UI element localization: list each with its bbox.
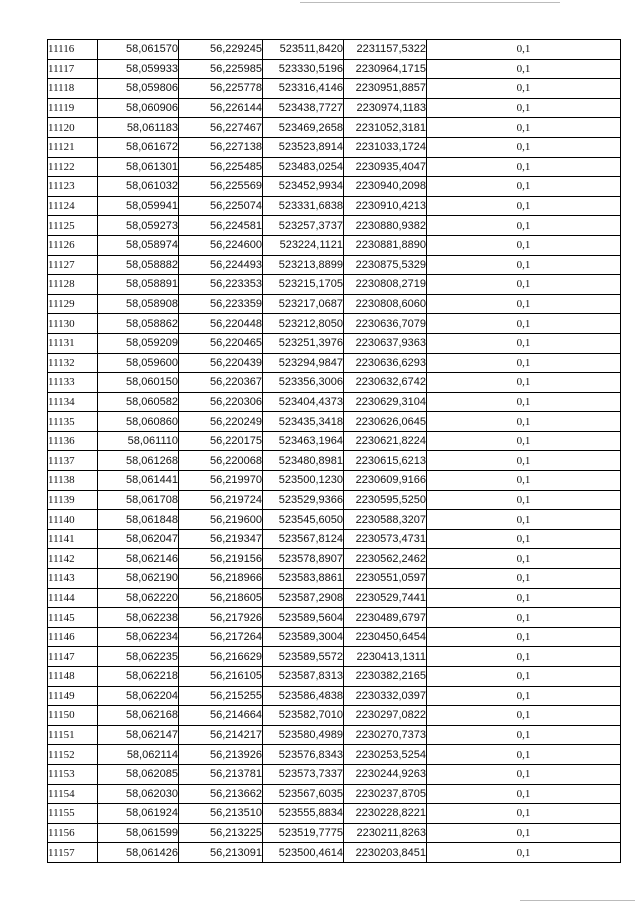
latitude-cell: 58,062220 bbox=[98, 588, 179, 608]
x-coordinate-cell: 523567,6035 bbox=[263, 784, 344, 804]
y-coordinate-cell: 2230562,2462 bbox=[344, 549, 427, 569]
longitude-cell: 56,219724 bbox=[179, 490, 263, 510]
latitude-cell: 58,058882 bbox=[98, 255, 179, 275]
longitude-cell: 56,219600 bbox=[179, 510, 263, 530]
latitude-cell: 58,061426 bbox=[98, 843, 179, 863]
x-coordinate-cell: 523576,8343 bbox=[263, 745, 344, 765]
table-row bbox=[48, 157, 621, 177]
latitude-cell: 58,062030 bbox=[98, 784, 179, 804]
y-coordinate-cell: 2230951,8857 bbox=[344, 79, 427, 99]
accuracy-cell: 0,1 bbox=[427, 59, 621, 79]
latitude-cell: 58,058891 bbox=[98, 275, 179, 295]
longitude-cell: 56,214217 bbox=[179, 725, 263, 745]
x-coordinate-cell: 523586,4838 bbox=[263, 686, 344, 706]
latitude-cell: 58,061183 bbox=[98, 118, 179, 138]
longitude-cell: 56,219156 bbox=[179, 549, 263, 569]
point-number-cell: 11149 bbox=[48, 686, 98, 706]
latitude-cell: 58,061441 bbox=[98, 471, 179, 491]
point-number-cell: 11119 bbox=[48, 98, 98, 118]
latitude-cell: 58,061268 bbox=[98, 451, 179, 471]
table-row bbox=[48, 843, 621, 863]
accuracy-cell: 0,1 bbox=[427, 216, 621, 236]
point-number-cell: 11117 bbox=[48, 59, 98, 79]
y-coordinate-cell: 2230551,0597 bbox=[344, 569, 427, 589]
y-coordinate-cell: 2230573,4731 bbox=[344, 529, 427, 549]
y-coordinate-cell: 2230489,6797 bbox=[344, 608, 427, 628]
point-number-cell: 11138 bbox=[48, 471, 98, 491]
longitude-cell: 56,227467 bbox=[179, 118, 263, 138]
accuracy-cell: 0,1 bbox=[427, 823, 621, 843]
longitude-cell: 56,219347 bbox=[179, 529, 263, 549]
table-row bbox=[48, 235, 621, 255]
y-coordinate-cell: 2230875,5329 bbox=[344, 255, 427, 275]
y-coordinate-cell: 2230880,9382 bbox=[344, 216, 427, 236]
latitude-cell: 58,059933 bbox=[98, 59, 179, 79]
y-coordinate-cell: 2230637,9363 bbox=[344, 333, 427, 353]
accuracy-cell: 0,1 bbox=[427, 98, 621, 118]
y-coordinate-cell: 2230881,8890 bbox=[344, 235, 427, 255]
table-row bbox=[48, 549, 621, 569]
latitude-cell: 58,062085 bbox=[98, 764, 179, 784]
longitude-cell: 56,220068 bbox=[179, 451, 263, 471]
point-number-cell: 11157 bbox=[48, 843, 98, 863]
point-number-cell: 11154 bbox=[48, 784, 98, 804]
table-row bbox=[48, 745, 621, 765]
table-row bbox=[48, 216, 621, 236]
longitude-cell: 56,216629 bbox=[179, 647, 263, 667]
longitude-cell: 56,225074 bbox=[179, 196, 263, 216]
table-row bbox=[48, 471, 621, 491]
accuracy-cell: 0,1 bbox=[427, 118, 621, 138]
point-number-cell: 11139 bbox=[48, 490, 98, 510]
accuracy-cell: 0,1 bbox=[427, 843, 621, 863]
point-number-cell: 11125 bbox=[48, 216, 98, 236]
x-coordinate-cell: 523545,6050 bbox=[263, 510, 344, 530]
latitude-cell: 58,061924 bbox=[98, 804, 179, 824]
longitude-cell: 56,224600 bbox=[179, 235, 263, 255]
y-coordinate-cell: 2230228,8221 bbox=[344, 804, 427, 824]
x-coordinate-cell: 523587,2908 bbox=[263, 588, 344, 608]
point-number-cell: 11128 bbox=[48, 275, 98, 295]
y-coordinate-cell: 2230595,5250 bbox=[344, 490, 427, 510]
latitude-cell: 58,059600 bbox=[98, 353, 179, 373]
point-number-cell: 11136 bbox=[48, 431, 98, 451]
point-number-cell: 11123 bbox=[48, 177, 98, 197]
point-number-cell: 11130 bbox=[48, 314, 98, 334]
latitude-cell: 58,062114 bbox=[98, 745, 179, 765]
longitude-cell: 56,220439 bbox=[179, 353, 263, 373]
latitude-cell: 58,060860 bbox=[98, 412, 179, 432]
point-number-cell: 11152 bbox=[48, 745, 98, 765]
coordinates-table-body bbox=[48, 40, 621, 863]
point-number-cell: 11145 bbox=[48, 608, 98, 628]
longitude-cell: 56,220175 bbox=[179, 431, 263, 451]
table-row bbox=[48, 137, 621, 157]
y-coordinate-cell: 2230629,3104 bbox=[344, 392, 427, 412]
point-number-cell: 11131 bbox=[48, 333, 98, 353]
table-row bbox=[48, 177, 621, 197]
point-number-cell: 11141 bbox=[48, 529, 98, 549]
latitude-cell: 58,061599 bbox=[98, 823, 179, 843]
accuracy-cell: 0,1 bbox=[427, 412, 621, 432]
accuracy-cell: 0,1 bbox=[427, 549, 621, 569]
accuracy-cell: 0,1 bbox=[427, 294, 621, 314]
table-row bbox=[48, 490, 621, 510]
latitude-cell: 58,060582 bbox=[98, 392, 179, 412]
point-number-cell: 11140 bbox=[48, 510, 98, 530]
table-row bbox=[48, 392, 621, 412]
table-row bbox=[48, 373, 621, 393]
latitude-cell: 58,062204 bbox=[98, 686, 179, 706]
y-coordinate-cell: 2230632,6742 bbox=[344, 373, 427, 393]
latitude-cell: 58,061301 bbox=[98, 157, 179, 177]
x-coordinate-cell: 523224,1121 bbox=[263, 235, 344, 255]
longitude-cell: 56,213662 bbox=[179, 784, 263, 804]
table-row bbox=[48, 294, 621, 314]
x-coordinate-cell: 523480,8981 bbox=[263, 451, 344, 471]
bottom-scan-line bbox=[520, 900, 635, 901]
y-coordinate-cell: 2230244,9263 bbox=[344, 764, 427, 784]
table-row bbox=[48, 353, 621, 373]
accuracy-cell: 0,1 bbox=[427, 314, 621, 334]
table-row bbox=[48, 412, 621, 432]
longitude-cell: 56,213091 bbox=[179, 843, 263, 863]
table-row bbox=[48, 725, 621, 745]
x-coordinate-cell: 523316,4146 bbox=[263, 79, 344, 99]
accuracy-cell: 0,1 bbox=[427, 569, 621, 589]
y-coordinate-cell: 2231052,3181 bbox=[344, 118, 427, 138]
x-coordinate-cell: 523589,5604 bbox=[263, 608, 344, 628]
accuracy-cell: 0,1 bbox=[427, 588, 621, 608]
table-row bbox=[48, 431, 621, 451]
coordinates-table bbox=[47, 39, 621, 863]
y-coordinate-cell: 2230940,2098 bbox=[344, 177, 427, 197]
latitude-cell: 58,061570 bbox=[98, 40, 179, 60]
latitude-cell: 58,058974 bbox=[98, 235, 179, 255]
latitude-cell: 58,061848 bbox=[98, 510, 179, 530]
table-row bbox=[48, 647, 621, 667]
point-number-cell: 11126 bbox=[48, 235, 98, 255]
table-row bbox=[48, 569, 621, 589]
accuracy-cell: 0,1 bbox=[427, 196, 621, 216]
accuracy-cell: 0,1 bbox=[427, 686, 621, 706]
y-coordinate-cell: 2230237,8705 bbox=[344, 784, 427, 804]
x-coordinate-cell: 523500,1230 bbox=[263, 471, 344, 491]
point-number-cell: 11156 bbox=[48, 823, 98, 843]
point-number-cell: 11150 bbox=[48, 706, 98, 726]
longitude-cell: 56,225485 bbox=[179, 157, 263, 177]
table-row bbox=[48, 529, 621, 549]
longitude-cell: 56,225985 bbox=[179, 59, 263, 79]
y-coordinate-cell: 2230413,1311 bbox=[344, 647, 427, 667]
latitude-cell: 58,061032 bbox=[98, 177, 179, 197]
y-coordinate-cell: 2230270,7373 bbox=[344, 725, 427, 745]
accuracy-cell: 0,1 bbox=[427, 177, 621, 197]
x-coordinate-cell: 523330,5196 bbox=[263, 59, 344, 79]
longitude-cell: 56,225778 bbox=[179, 79, 263, 99]
point-number-cell: 11142 bbox=[48, 549, 98, 569]
x-coordinate-cell: 523452,9934 bbox=[263, 177, 344, 197]
longitude-cell: 56,225569 bbox=[179, 177, 263, 197]
y-coordinate-cell: 2230609,9166 bbox=[344, 471, 427, 491]
x-coordinate-cell: 523331,6838 bbox=[263, 196, 344, 216]
point-number-cell: 11135 bbox=[48, 412, 98, 432]
point-number-cell: 11148 bbox=[48, 667, 98, 687]
longitude-cell: 56,213926 bbox=[179, 745, 263, 765]
x-coordinate-cell: 523251,3976 bbox=[263, 333, 344, 353]
accuracy-cell: 0,1 bbox=[427, 510, 621, 530]
latitude-cell: 58,062218 bbox=[98, 667, 179, 687]
accuracy-cell: 0,1 bbox=[427, 529, 621, 549]
point-number-cell: 11147 bbox=[48, 647, 98, 667]
latitude-cell: 58,062235 bbox=[98, 647, 179, 667]
accuracy-cell: 0,1 bbox=[427, 647, 621, 667]
accuracy-cell: 0,1 bbox=[427, 725, 621, 745]
accuracy-cell: 0,1 bbox=[427, 392, 621, 412]
x-coordinate-cell: 523567,8124 bbox=[263, 529, 344, 549]
table-row bbox=[48, 608, 621, 628]
latitude-cell: 58,059209 bbox=[98, 333, 179, 353]
point-number-cell: 11118 bbox=[48, 79, 98, 99]
longitude-cell: 56,217264 bbox=[179, 627, 263, 647]
y-coordinate-cell: 2230211,8263 bbox=[344, 823, 427, 843]
point-number-cell: 11134 bbox=[48, 392, 98, 412]
longitude-cell: 56,216105 bbox=[179, 667, 263, 687]
point-number-cell: 11155 bbox=[48, 804, 98, 824]
latitude-cell: 58,060150 bbox=[98, 373, 179, 393]
longitude-cell: 56,226144 bbox=[179, 98, 263, 118]
table-row bbox=[48, 40, 621, 60]
latitude-cell: 58,062238 bbox=[98, 608, 179, 628]
table-row bbox=[48, 275, 621, 295]
x-coordinate-cell: 523573,7337 bbox=[263, 764, 344, 784]
y-coordinate-cell: 2230332,0397 bbox=[344, 686, 427, 706]
table-row bbox=[48, 98, 621, 118]
accuracy-cell: 0,1 bbox=[427, 157, 621, 177]
point-number-cell: 11146 bbox=[48, 627, 98, 647]
latitude-cell: 58,061110 bbox=[98, 431, 179, 451]
accuracy-cell: 0,1 bbox=[427, 667, 621, 687]
longitude-cell: 56,218966 bbox=[179, 569, 263, 589]
accuracy-cell: 0,1 bbox=[427, 373, 621, 393]
point-number-cell: 11151 bbox=[48, 725, 98, 745]
x-coordinate-cell: 523500,4614 bbox=[263, 843, 344, 863]
point-number-cell: 11153 bbox=[48, 764, 98, 784]
x-coordinate-cell: 523580,4989 bbox=[263, 725, 344, 745]
table-row bbox=[48, 823, 621, 843]
x-coordinate-cell: 523583,8861 bbox=[263, 569, 344, 589]
x-coordinate-cell: 523213,8899 bbox=[263, 255, 344, 275]
accuracy-cell: 0,1 bbox=[427, 333, 621, 353]
point-number-cell: 11129 bbox=[48, 294, 98, 314]
accuracy-cell: 0,1 bbox=[427, 490, 621, 510]
accuracy-cell: 0,1 bbox=[427, 627, 621, 647]
accuracy-cell: 0,1 bbox=[427, 804, 621, 824]
accuracy-cell: 0,1 bbox=[427, 40, 621, 60]
y-coordinate-cell: 2231033,1724 bbox=[344, 137, 427, 157]
accuracy-cell: 0,1 bbox=[427, 275, 621, 295]
y-coordinate-cell: 2230636,7079 bbox=[344, 314, 427, 334]
longitude-cell: 56,213781 bbox=[179, 764, 263, 784]
latitude-cell: 58,062190 bbox=[98, 569, 179, 589]
y-coordinate-cell: 2230297,0822 bbox=[344, 706, 427, 726]
y-coordinate-cell: 2230450,6454 bbox=[344, 627, 427, 647]
point-number-cell: 11137 bbox=[48, 451, 98, 471]
longitude-cell: 56,220367 bbox=[179, 373, 263, 393]
x-coordinate-cell: 523294,9847 bbox=[263, 353, 344, 373]
longitude-cell: 56,220448 bbox=[179, 314, 263, 334]
table-row bbox=[48, 510, 621, 530]
x-coordinate-cell: 523463,1964 bbox=[263, 431, 344, 451]
accuracy-cell: 0,1 bbox=[427, 137, 621, 157]
longitude-cell: 56,213225 bbox=[179, 823, 263, 843]
x-coordinate-cell: 523483,0254 bbox=[263, 157, 344, 177]
latitude-cell: 58,060906 bbox=[98, 98, 179, 118]
accuracy-cell: 0,1 bbox=[427, 745, 621, 765]
y-coordinate-cell: 2230621,8224 bbox=[344, 431, 427, 451]
x-coordinate-cell: 523519,7775 bbox=[263, 823, 344, 843]
point-number-cell: 11120 bbox=[48, 118, 98, 138]
accuracy-cell: 0,1 bbox=[427, 471, 621, 491]
x-coordinate-cell: 523511,8420 bbox=[263, 40, 344, 60]
longitude-cell: 56,220249 bbox=[179, 412, 263, 432]
table-row bbox=[48, 804, 621, 824]
accuracy-cell: 0,1 bbox=[427, 255, 621, 275]
x-coordinate-cell: 523589,3004 bbox=[263, 627, 344, 647]
y-coordinate-cell: 2230636,6293 bbox=[344, 353, 427, 373]
x-coordinate-cell: 523438,7727 bbox=[263, 98, 344, 118]
accuracy-cell: 0,1 bbox=[427, 79, 621, 99]
y-coordinate-cell: 2230253,5254 bbox=[344, 745, 427, 765]
latitude-cell: 58,062146 bbox=[98, 549, 179, 569]
longitude-cell: 56,218605 bbox=[179, 588, 263, 608]
y-coordinate-cell: 2230615,6213 bbox=[344, 451, 427, 471]
y-coordinate-cell: 2230935,4047 bbox=[344, 157, 427, 177]
x-coordinate-cell: 523529,9366 bbox=[263, 490, 344, 510]
x-coordinate-cell: 523215,1705 bbox=[263, 275, 344, 295]
latitude-cell: 58,062047 bbox=[98, 529, 179, 549]
y-coordinate-cell: 2230964,1715 bbox=[344, 59, 427, 79]
longitude-cell: 56,220306 bbox=[179, 392, 263, 412]
accuracy-cell: 0,1 bbox=[427, 235, 621, 255]
table-row bbox=[48, 764, 621, 784]
point-number-cell: 11127 bbox=[48, 255, 98, 275]
latitude-cell: 58,061708 bbox=[98, 490, 179, 510]
table-row bbox=[48, 255, 621, 275]
longitude-cell: 56,215255 bbox=[179, 686, 263, 706]
table-row bbox=[48, 667, 621, 687]
latitude-cell: 58,059273 bbox=[98, 216, 179, 236]
y-coordinate-cell: 2230626,0645 bbox=[344, 412, 427, 432]
longitude-cell: 56,224581 bbox=[179, 216, 263, 236]
x-coordinate-cell: 523356,3006 bbox=[263, 373, 344, 393]
latitude-cell: 58,061672 bbox=[98, 137, 179, 157]
longitude-cell: 56,214664 bbox=[179, 706, 263, 726]
y-coordinate-cell: 2230382,2165 bbox=[344, 667, 427, 687]
latitude-cell: 58,058862 bbox=[98, 314, 179, 334]
table-row bbox=[48, 333, 621, 353]
table-row bbox=[48, 196, 621, 216]
x-coordinate-cell: 523435,3418 bbox=[263, 412, 344, 432]
point-number-cell: 11132 bbox=[48, 353, 98, 373]
table-row bbox=[48, 784, 621, 804]
point-number-cell: 11124 bbox=[48, 196, 98, 216]
longitude-cell: 56,223359 bbox=[179, 294, 263, 314]
y-coordinate-cell: 2231157,5322 bbox=[344, 40, 427, 60]
x-coordinate-cell: 523587,8313 bbox=[263, 667, 344, 687]
accuracy-cell: 0,1 bbox=[427, 431, 621, 451]
longitude-cell: 56,227138 bbox=[179, 137, 263, 157]
x-coordinate-cell: 523217,0687 bbox=[263, 294, 344, 314]
longitude-cell: 56,224493 bbox=[179, 255, 263, 275]
accuracy-cell: 0,1 bbox=[427, 784, 621, 804]
x-coordinate-cell: 523578,8907 bbox=[263, 549, 344, 569]
latitude-cell: 58,059806 bbox=[98, 79, 179, 99]
accuracy-cell: 0,1 bbox=[427, 706, 621, 726]
x-coordinate-cell: 523589,5572 bbox=[263, 647, 344, 667]
table-row bbox=[48, 79, 621, 99]
table-row bbox=[48, 118, 621, 138]
longitude-cell: 56,223353 bbox=[179, 275, 263, 295]
y-coordinate-cell: 2230974,1183 bbox=[344, 98, 427, 118]
table-row bbox=[48, 706, 621, 726]
table-row bbox=[48, 686, 621, 706]
point-number-cell: 11121 bbox=[48, 137, 98, 157]
point-number-cell: 11143 bbox=[48, 569, 98, 589]
longitude-cell: 56,229245 bbox=[179, 40, 263, 60]
table-row bbox=[48, 588, 621, 608]
x-coordinate-cell: 523257,3737 bbox=[263, 216, 344, 236]
accuracy-cell: 0,1 bbox=[427, 451, 621, 471]
table-row bbox=[48, 451, 621, 471]
table-row bbox=[48, 627, 621, 647]
accuracy-cell: 0,1 bbox=[427, 353, 621, 373]
y-coordinate-cell: 2230808,2719 bbox=[344, 275, 427, 295]
x-coordinate-cell: 523555,8834 bbox=[263, 804, 344, 824]
latitude-cell: 58,062147 bbox=[98, 725, 179, 745]
x-coordinate-cell: 523582,7010 bbox=[263, 706, 344, 726]
accuracy-cell: 0,1 bbox=[427, 764, 621, 784]
point-number-cell: 11144 bbox=[48, 588, 98, 608]
table-row bbox=[48, 314, 621, 334]
longitude-cell: 56,220465 bbox=[179, 333, 263, 353]
x-coordinate-cell: 523404,4373 bbox=[263, 392, 344, 412]
latitude-cell: 58,062234 bbox=[98, 627, 179, 647]
latitude-cell: 58,062168 bbox=[98, 706, 179, 726]
longitude-cell: 56,219970 bbox=[179, 471, 263, 491]
table-row bbox=[48, 59, 621, 79]
x-coordinate-cell: 523523,8914 bbox=[263, 137, 344, 157]
point-number-cell: 11122 bbox=[48, 157, 98, 177]
point-number-cell: 11116 bbox=[48, 40, 98, 60]
top-scan-line bbox=[300, 2, 560, 3]
y-coordinate-cell: 2230203,8451 bbox=[344, 843, 427, 863]
point-number-cell: 11133 bbox=[48, 373, 98, 393]
y-coordinate-cell: 2230910,4213 bbox=[344, 196, 427, 216]
longitude-cell: 56,217926 bbox=[179, 608, 263, 628]
y-coordinate-cell: 2230588,3207 bbox=[344, 510, 427, 530]
longitude-cell: 56,213510 bbox=[179, 804, 263, 824]
x-coordinate-cell: 523469,2658 bbox=[263, 118, 344, 138]
latitude-cell: 58,059941 bbox=[98, 196, 179, 216]
y-coordinate-cell: 2230808,6060 bbox=[344, 294, 427, 314]
latitude-cell: 58,058908 bbox=[98, 294, 179, 314]
accuracy-cell: 0,1 bbox=[427, 608, 621, 628]
x-coordinate-cell: 523212,8050 bbox=[263, 314, 344, 334]
y-coordinate-cell: 2230529,7441 bbox=[344, 588, 427, 608]
